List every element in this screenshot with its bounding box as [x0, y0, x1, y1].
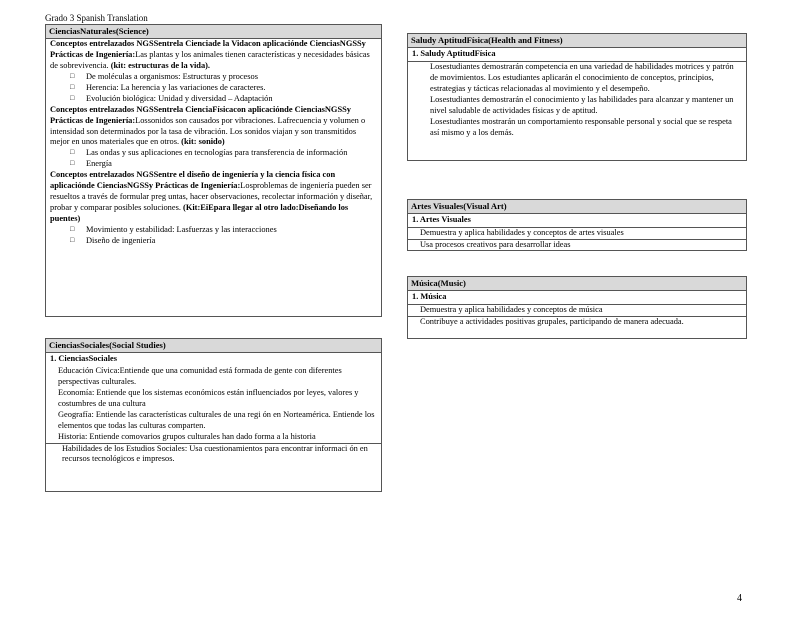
science-concept-1-text: Las plantas y los animales tienen características y necesidades básicas de sobrevivencia.	[50, 50, 370, 71]
health-item: Losestudiantes demostrarán el conocimiento y las habilidades para alcanzar y mantener un nivel saludable de actividades físicas y de aptitud.	[430, 94, 734, 115]
list-item	[46, 225, 381, 236]
music-section	[407, 276, 747, 339]
square-bullet-icon: □	[70, 235, 75, 244]
list-item-text: Las ondas y sus aplicaciones en tecnologías para transferencia de información	[86, 148, 348, 158]
square-bullet-icon: □	[70, 71, 75, 80]
science-concept-3-kit: (Kit:EiEpara llegar al otro lado:Diseñando los puentes)	[50, 203, 349, 223]
list-item-text: De moléculas a organismos: Estructuras y procesos	[86, 71, 258, 81]
list-item-text: Energía	[86, 159, 112, 169]
social-studies-item: Habilidades de los Estudios Sociales: Usa cuestionamientos para encontrar informaci ón en recursos tecnológicos e impresos.	[46, 443, 381, 466]
music-item: Demuestra y aplica habilidades y conceptos de música	[408, 305, 746, 317]
science-concept-1	[46, 39, 381, 72]
science-concept-1-heading: Conceptos entrelazados NGSSentrela Cienciade la Vidacon aplicaciónde CienciasNGSSy Prácticas de Ingeniería:	[50, 39, 366, 60]
visual-art-title: Artes Visuales(Visual Art)	[408, 200, 746, 214]
social-studies-title: CienciasSociales(Social Studies)	[46, 339, 381, 353]
science-concept-3-heading: Conceptos entrelazados NGSSentre el diseño de ingeniería y la ciencia física con aplicaciónde CienciasNGSSy Prácticas de Ingeniería:	[50, 170, 336, 191]
health-subhead: 1. Saludy AptitudFísica	[408, 48, 746, 62]
health-title: Saludy AptitudFísica(Health and Fitness)	[408, 34, 746, 48]
page-number: 4	[737, 593, 742, 604]
science-concept-3	[46, 170, 381, 225]
list-item	[46, 94, 381, 105]
science-concept-2-heading: Conceptos entrelazados NGSSentrela CienciaFísicacon aplicaciónde CienciasNGSSy Prácticas de Ingeniería:	[50, 104, 351, 125]
square-bullet-icon: □	[70, 159, 75, 168]
list-item-text: Diseño de ingeniería	[86, 235, 156, 245]
science-concept-1-kit: (kit: estructuras de la vida).	[110, 61, 211, 71]
health-item: Losestudiantes demostrarán competencia en una variedad de habilidades motrices y patrón de movimientos. Los estudiantes aplicarán el conocimiento de conceptos, principios, estrategias y tácticas relacionadas al movimiento y el desempeño.	[430, 62, 734, 93]
list-item-text: Movimiento y estabilidad: Lasfuerzas y las interacciones	[86, 224, 277, 234]
music-subhead: 1. Música	[408, 291, 746, 305]
list-item-text: Evolución biológica: Unidad y diversidad – Adaptación	[86, 93, 273, 103]
page-header: Grado 3 Spanish Translation	[45, 13, 148, 23]
square-bullet-icon: □	[70, 93, 75, 102]
square-bullet-icon: □	[70, 148, 75, 157]
list-item	[46, 83, 381, 94]
health-section	[407, 33, 747, 161]
visual-art-item: Demuestra y aplica habilidades y conceptos de artes visuales	[408, 228, 746, 240]
science-concept-2-text: Lossonidos son causados por vibraciones. Lafrecuencia y volumen o intensidad son determinados por la tasa de vibración. Los sonidos viajan y son transmitidos mejor en unos materiales que en otros.	[50, 115, 366, 147]
health-item: Losestudiantes mostrarán un comportamiento responsable personal y social que se respeta así mismo y a los demás.	[430, 116, 732, 137]
visual-art-section	[407, 199, 747, 251]
visual-art-item: Usa procesos creativos para desarrollar ideas	[420, 240, 571, 250]
social-studies-item: Geografía: Entiende las características culturales de una regi ón en Norteamérica. Entiende los elementos que todas las culturas comparten.	[58, 409, 375, 430]
music-title: Música(Music)	[408, 277, 746, 291]
science-title: CienciasNaturales(Science)	[46, 25, 381, 39]
square-bullet-icon: □	[70, 82, 75, 91]
list-item	[46, 148, 381, 159]
science-section	[45, 24, 382, 317]
social-studies-subhead: 1. CienciasSociales	[50, 354, 117, 364]
social-studies-section	[45, 338, 382, 492]
list-item	[46, 159, 381, 170]
music-item: Contribuye a actividades positivas grupales, participando de manera adecuada.	[420, 317, 684, 327]
science-concept-2-kit: (kit: sonido)	[181, 137, 225, 147]
social-studies-item: Economía: Entiende que los sistemas económicos están influenciados por leyes, valores y costumbres de una cultura	[58, 387, 359, 408]
social-studies-item: Historia: Entiende comovarios grupos culturales han dado forma a la historia	[58, 431, 316, 441]
social-studies-item: Educación Cívica:Entiende que una comunidad está formada de gente con diferentes perspectivas culturales.	[58, 366, 342, 387]
list-item-text: Herencia: La herencia y las variaciones de caracteres.	[86, 82, 266, 92]
square-bullet-icon: □	[70, 224, 75, 233]
list-item	[46, 236, 381, 247]
visual-art-subhead: 1. Artes Visuales	[408, 214, 746, 228]
science-concept-3-text: Losproblemas de ingeniería pueden ser resueltos a través de formular preg untas, hacer observaciones, recolectar información y diseñar, probar y comparar posibles soluciones.	[50, 181, 373, 212]
list-item	[46, 72, 381, 83]
science-concept-2	[46, 105, 381, 149]
